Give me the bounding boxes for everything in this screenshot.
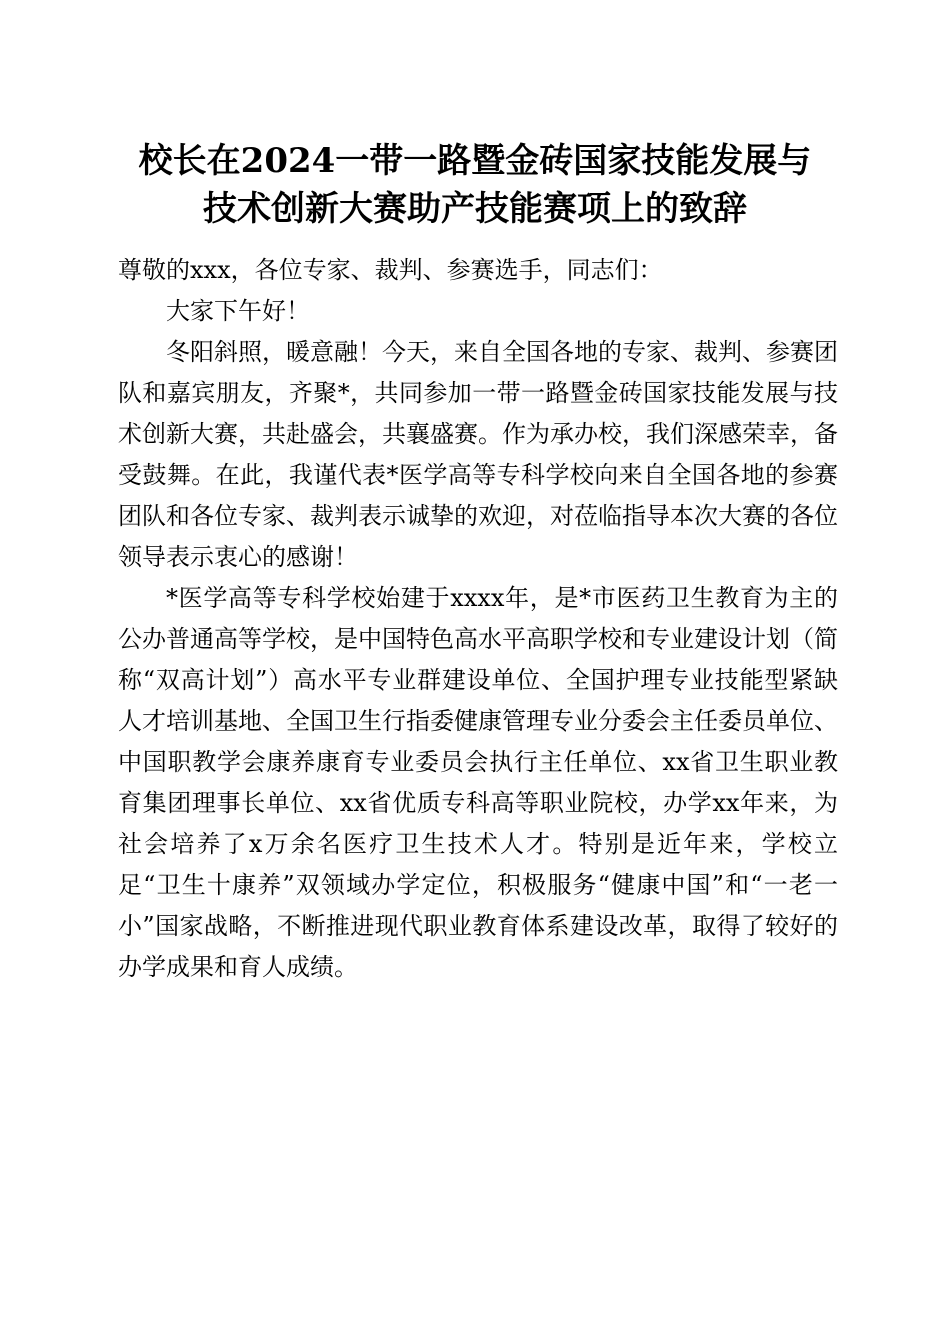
document-title-line2: 技术创新大赛助产技能赛项上的致辞 [203, 189, 747, 229]
document-title-line1: 校长在2024一带一路暨金砖国家技能发展与 [138, 141, 812, 181]
greeting: 大家下午好！ [166, 297, 310, 325]
paragraph-welcome: 冬阳斜照，暖意融！今天，来自全国各地的专家、裁判、参赛团队和嘉宾朋友，齐聚*，共同参加一带一路暨金砖国家技能发展与技术创新大赛，共赴盛会，共襄盛赛。作为承办校，我们深感荣幸，备受鼓舞。在此，我谨代表*医学高等专科学校向来自全国各地的参赛团队和各位专家、裁判表示诚挚的欢迎，对莅临指导本次大赛的各位领导表示衷心的感谢！ [118, 338, 838, 571]
paragraph-school-intro: *医学高等专科学校始建于xxxx年，是*市医药卫生教育为主的公办普通高等学校，是中国特色高水平高职学校和专业建设计划（简称“双高计划”）高水平专业群建设单位、全国护理专业技能型紧缺人才培训基地、全国卫生行指委健康管理专业分委会主任委员单位、中国职教学会康养康育专业委员会执行主任单位、xx省卫生职业教育集团理事长单位、xx省优质专科高等职业院校，办学xx年来，为社会培养了x万余名医疗卫生技术人才。特别是近年来，学校立足“卫生十康养”双领域办学定位，积极服务“健康中国”和“一老一小”国家战略，不断推进现代职业教育体系建设改革，取得了较好的办学成果和育人成绩。 [118, 584, 838, 981]
salutation: 尊敬的xxx，各位专家、裁判、参赛选手，同志们： [118, 256, 663, 284]
document-body [118, 250, 838, 988]
